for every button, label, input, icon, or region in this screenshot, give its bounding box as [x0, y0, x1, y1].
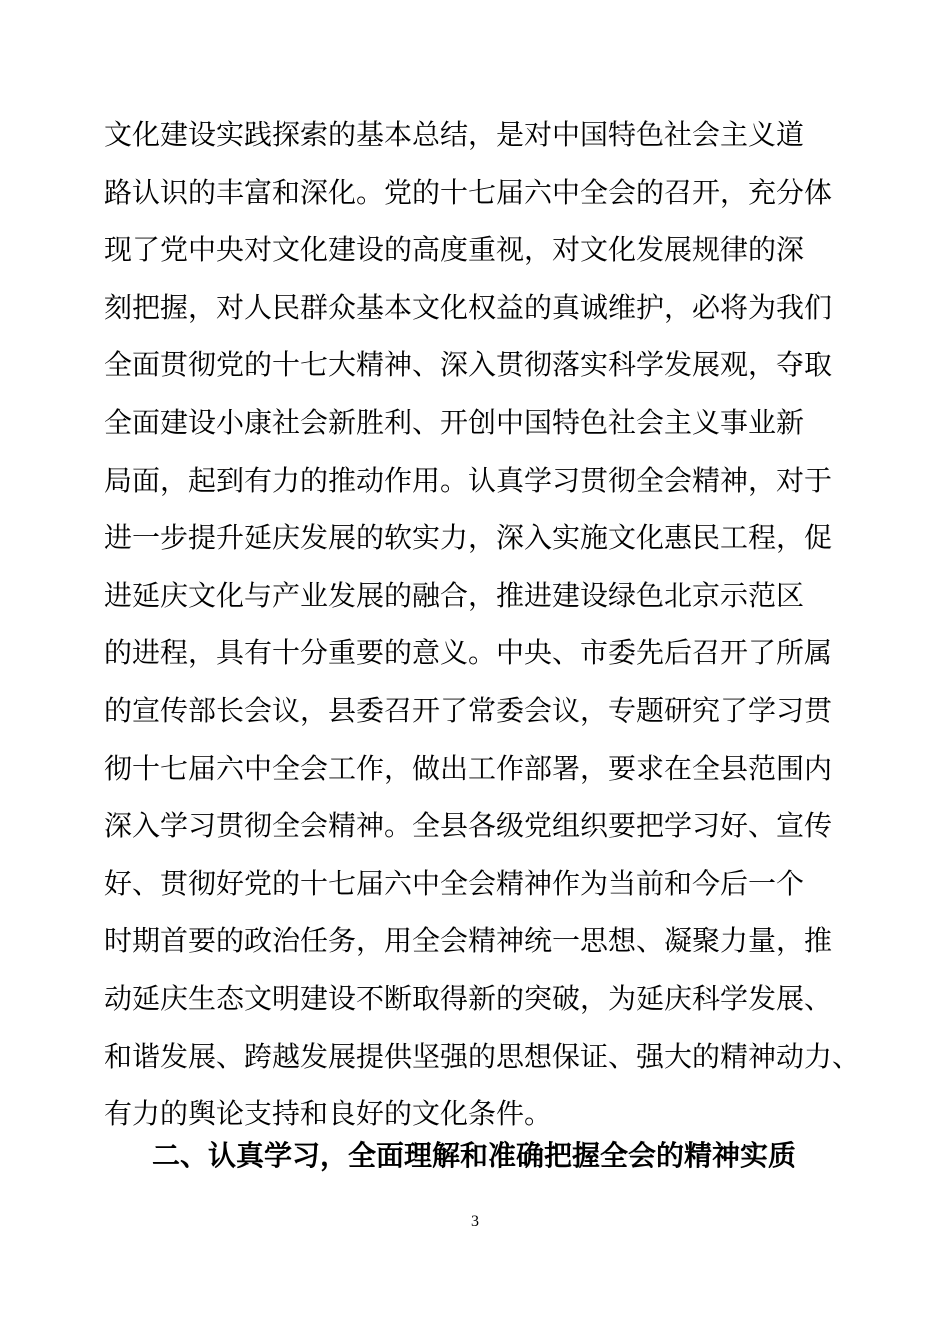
body-paragraph: [104, 106, 864, 1143]
text-line: 刻把握，对人民群众基本文化权益的真诚维护，必将为我们: [104, 290, 833, 324]
text-line: 全面建设小康社会新胜利、开创中国特色社会主义事业新: [104, 405, 805, 439]
section-heading: 二、认真学习，全面理解和准确把握全会的精神实质: [152, 1139, 797, 1172]
text-line: 有力的舆论支持和良好的文化条件。: [104, 1097, 553, 1131]
text-line: 全面贯彻党的十七大精神、深入贯彻落实科学发展观，夺取: [104, 348, 833, 382]
text-line: 彻十七届六中全会工作，做出工作部署，要求在全县范围内: [104, 751, 833, 785]
text-line: 路认识的丰富和深化。党的十七届六中全会的召开，充分体: [104, 175, 833, 209]
text-line: 进延庆文化与产业发展的融合，推进建设绿色北京示范区: [104, 578, 805, 612]
text-line: 时期首要的政治任务，用全会精神统一思想、凝聚力量，推: [104, 924, 833, 958]
text-line: 现了党中央对文化建设的高度重视，对文化发展规律的深: [104, 233, 805, 267]
text-line: 深入学习贯彻全会精神。全县各级党组织要把学习好、宣传: [104, 809, 833, 843]
text-line: 进一步提升延庆发展的软实力，深入实施文化惠民工程，促: [104, 521, 833, 555]
text-line: 文化建设实践探索的基本总结，是对中国特色社会主义道: [104, 118, 805, 151]
text-line: 和谐发展、跨越发展提供坚强的思想保证、强大的精神动力、: [104, 1039, 861, 1073]
text-line: 的宣传部长会议，县委召开了常委会议，专题研究了学习贯: [104, 693, 833, 727]
text-line: 的进程，具有十分重要的意义。中央、市委先后召开了所属: [104, 636, 833, 670]
page-number: 3: [471, 1213, 479, 1230]
text-line: 动延庆生态文明建设不断取得新的突破，为延庆科学发展、: [104, 981, 833, 1015]
text-line: 局面，起到有力的推动作用。认真学习贯彻全会精神，对于: [104, 463, 833, 497]
text-line: 好、贯彻好党的十七届六中全会精神作为当前和今后一个: [104, 866, 805, 900]
